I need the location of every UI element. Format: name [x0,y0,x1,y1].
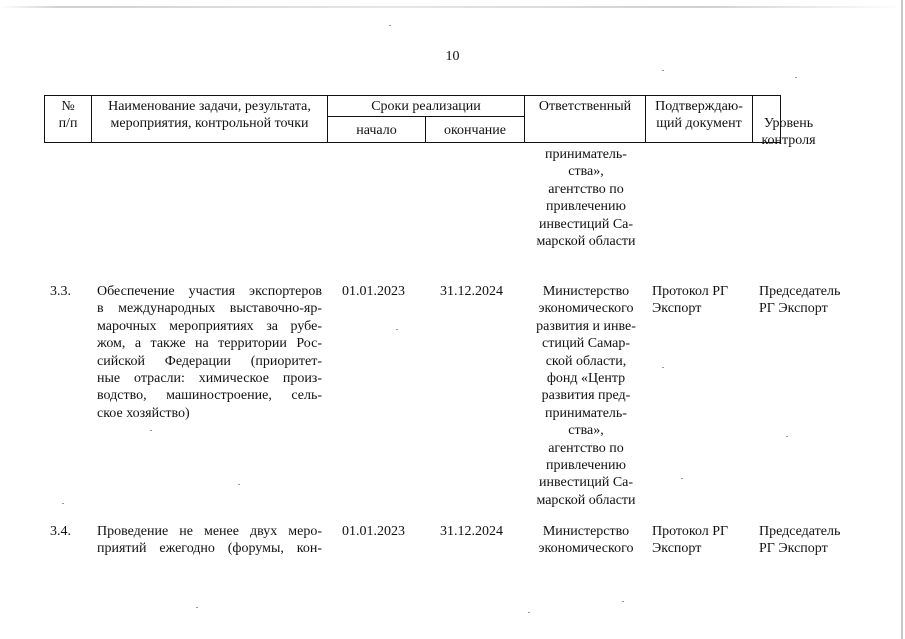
text-line: марской области [536,234,636,250]
scan-right-edge [901,0,903,639]
header-end: окончание [443,123,507,138]
row-3-3-control [759,283,859,318]
text-line: инвестиций Са- [538,475,634,491]
scan-speck [786,436,788,437]
scan-speck [62,503,64,504]
text-line: сийской Федерации (приоритет- [97,353,322,369]
text-line: Председатель [759,284,841,299]
text-line: агентство по [548,181,624,197]
text-line: ства», [568,164,604,180]
text-line: привлечению [546,458,626,474]
row-3-3-name [97,283,322,422]
text-line: Министерство [542,524,630,539]
table-header [44,95,816,148]
header-num: № п/п [58,99,78,131]
scan-top-edge [0,6,905,8]
text-line: привлечению [546,199,626,215]
row-3-3-end: 31.12.2024 [440,284,503,299]
page-number: 10 [445,49,460,64]
scan-speck [622,601,624,602]
header-document: Подтверждаю- щий документ [655,99,743,131]
text-line: Министерство [542,284,630,299]
scan-speck [396,329,398,330]
text-line: ные отрасли: химическое произ- [97,371,322,387]
row-3-4-control [759,523,859,558]
text-line: Проведение не менее двух меро- [97,524,322,539]
text-line: экономического [538,301,634,317]
row-3-4-start: 01.01.2023 [342,524,405,539]
text-line: в международных выставочно-яр- [97,301,322,317]
header-bottom-border [44,142,781,143]
scan-speck [238,484,240,485]
row-3-3-responsible [526,283,646,509]
text-line: Обеспечение участия экспортеров [97,284,322,299]
text-line: марской области [536,492,636,508]
row-3-3-num: 3.3. [50,284,71,299]
text-line: Экспорт [652,301,702,317]
scan-speck [795,77,797,78]
header-responsible: Ответственный [538,99,632,114]
scan-speck [681,478,683,479]
row-3-3-document [652,283,752,318]
text-line: стиций Самар- [542,336,630,352]
scan-speck [196,607,198,608]
header-start: начало [356,123,397,138]
row-3-4-responsible [526,523,646,558]
text-line: фонд «Центр [546,371,626,387]
text-line: приниматель- [545,147,627,162]
text-line: экономического [538,541,634,557]
row-3-4-name [97,523,322,558]
row-3-3-start: 01.01.2023 [342,284,405,299]
text-line: агентство по [548,440,624,456]
scan-speck [662,367,664,368]
header-control [753,95,824,149]
continuation-responsible [526,146,646,250]
text-line: ской области, [545,353,627,369]
text-line: Председатель [759,524,841,539]
deadlines-divider [327,116,525,117]
text-line: марочных мероприятиях за рубе- [97,318,322,334]
row-3-4-document [652,523,752,558]
text-line: ское хозяйство) [97,405,190,421]
text-line: Экспорт [652,541,702,557]
scan-speck [662,70,664,71]
text-line: РГ Экспорт [759,541,828,557]
text-line: развития и инве- [536,318,636,334]
row-3-4-end: 31.12.2024 [440,524,503,539]
text-line: Протокол РГ [652,284,729,299]
row-3-4-num: 3.4. [50,524,71,539]
header-control-label: Уровень контроля [761,116,816,148]
text-line: приятий ежегодно (форумы, кон- [97,541,322,557]
text-line: РГ Экспорт [759,301,828,317]
scan-speck [528,612,530,613]
text-line: приниматель- [545,405,627,421]
text-line: жом, а также на территории Рос- [97,336,322,352]
header-deadlines: Сроки реализации [371,99,481,114]
text-line: водство, машиностроение, сель- [97,388,322,404]
text-line: ства», [568,423,604,439]
scan-speck [389,25,391,26]
scan-speck [150,430,152,431]
text-line: развития пред- [541,388,631,404]
header-name: Наименование задачи, результата, мероприятия, контрольной точки [108,99,311,131]
text-line: Протокол РГ [652,524,729,539]
text-line: инвестиций Са- [538,216,634,232]
